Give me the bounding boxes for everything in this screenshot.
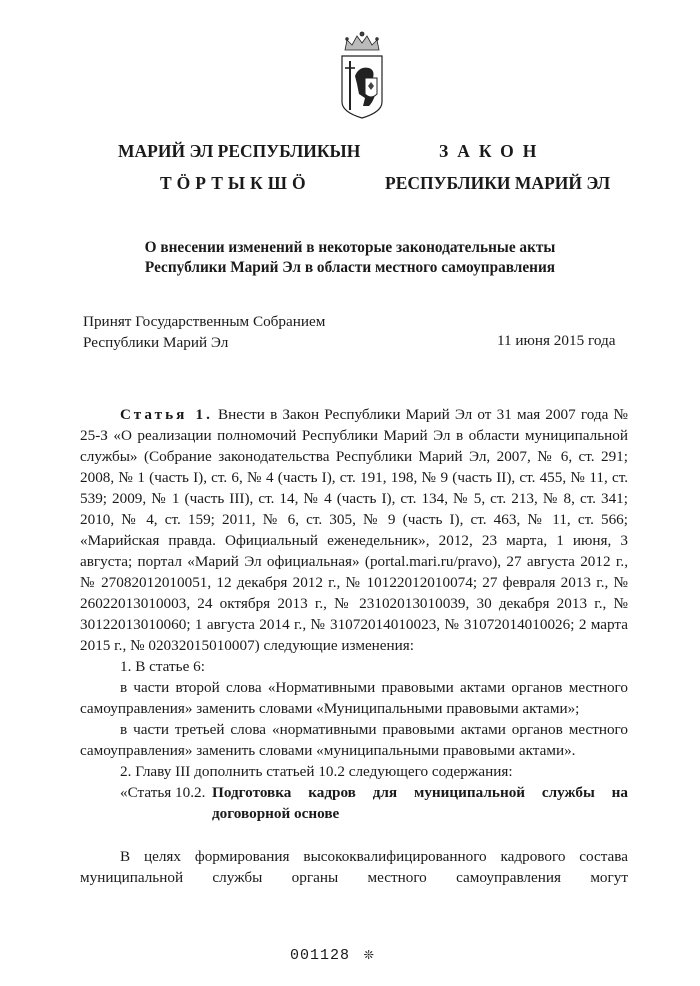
document-title [0,238,700,278]
article-1-paragraph [80,404,628,656]
article-10-2-text: В целях формирования высококвалифицированного кадрового состава муниципальной службы органы местного самоуправления могут [80,848,628,886]
adopted-by-line2: Республики Марий Эл [83,334,229,351]
header-mari-title: МАРИЙ ЭЛ РЕСПУБЛИКЫН [118,141,361,161]
article-10-2-label: «Статья 10.2. [120,784,206,801]
asterisk-mark-icon: ❊ [364,946,375,964]
item-2: 2. Главу III дополнить статьей 10.2 следующего содержания: [120,763,513,780]
adoption-date: 11 июня 2015 года [497,332,616,349]
article-10-2-heading [80,782,628,824]
crown-icon [345,32,379,50]
adopted-by-line1: Принят Государственным Собранием [83,313,326,330]
shield-icon [342,56,382,118]
adopted-by [83,311,325,353]
item-1-part-3: в части третьей слова «нормативными правовыми актами органов местного самоуправления» заменить словами «муниципальными правовыми актами». [80,721,628,759]
document-body [80,404,628,888]
header-mari-law-word: ТӦРТЫКШӦ [160,173,311,193]
item-1: 1. В статье 6: [120,658,205,675]
serial-stamp [290,944,375,964]
header-law-word: ЗАКОН [439,141,546,161]
serial-number: 001128 [290,947,351,964]
header-republic-title: РЕСПУБЛИКИ МАРИЙ ЭЛ [385,173,611,193]
article-10-2-title: Подготовка кадров для муниципальной службы на договорной основе [212,784,628,822]
item-1-part-2: в части второй слова «Нормативными правовыми актами органов местного самоуправления» заменить словами «Муниципальными правовыми актами»; [80,679,628,717]
article-1-text: Внести в Закон Республики Марий Эл от 31 мая 2007 года № 25-З «О реализации полномочий Республики Марий Эл в области муниципальной службы» (Собрание законодательства Республики Марий Эл, 2007, № 6, ст. 291; 2008, № 1 (часть I), ст. 6, № 4 (часть I), ст. 191, 198, № 9 (часть II), ст. 455, № 11, ст. 539; 2009, № 1 (часть III), ст. 14, № 4 (часть I), ст. 134, № 5, ст. 213, № 8, ст. 341; 2010, № 4, ст. 159; 2011, № 6, ст. 305, № 9 (часть I), ст. 463, № 11, ст. 566; «Марийская правда. Официальный еженедельник», 2012, 23 марта, 1 июня, 3 августа; портал «Марий Эл официальная» (portal.mari.ru/pravo), 27 августа 2012 г., № 27082012010051, 12 декабря 2012 г., № 10122012010074; 27 февраля 2013 г., № 26022013010003, 24 октября 2013 г., № 23102013010039, 30 декабря 2013 г., № 30122013010060; 1 августа 2014 г., № 31072014010023, № 31072014010026; 2 марта 2015 г., № 02032015010007) следующие изменения: [80,406,629,654]
document-title-line2: Республики Марий Эл в области местного самоуправления [144,259,556,276]
article-1-label: Статья 1. [120,406,213,423]
document-title-line1: О внесении изменений в некоторые законодательные акты [144,239,556,256]
coat-of-arms-emblem [337,28,387,120]
